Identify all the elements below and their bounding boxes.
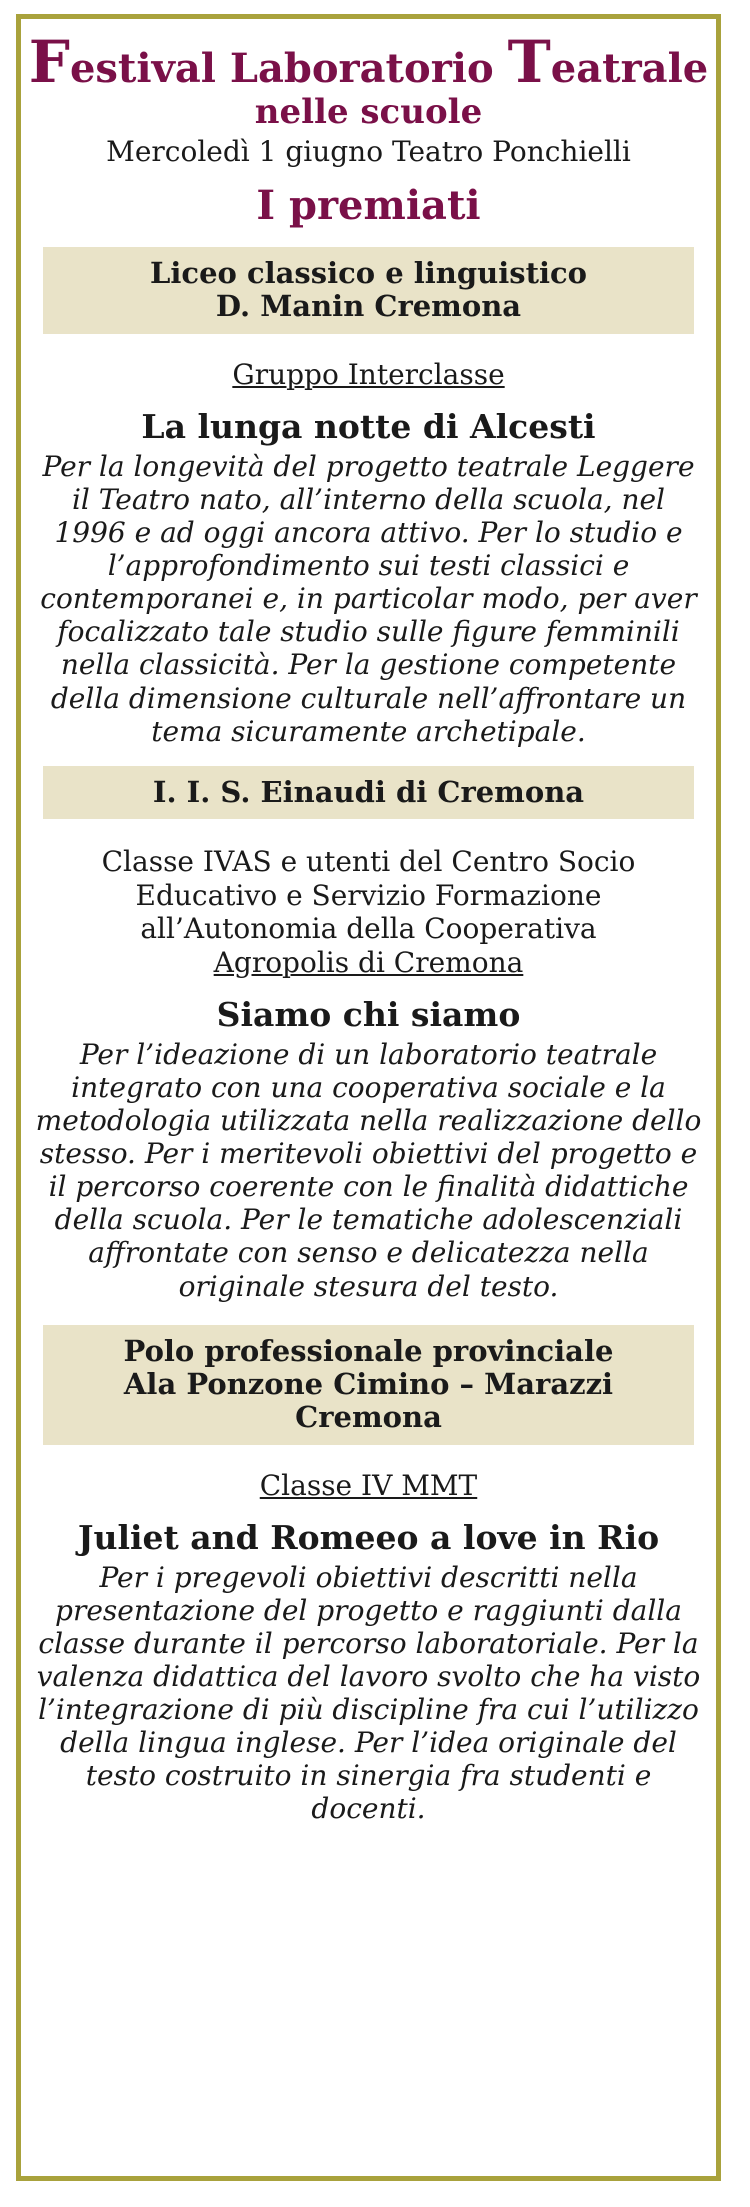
festival-title xyxy=(21,28,716,132)
group-name-3: Classe IV MMT xyxy=(259,1468,478,1502)
school-name-line: I. I. S. Einaudi di Cremona xyxy=(152,774,585,809)
title-initial-t: T xyxy=(507,28,551,96)
group-line: Classe IVAS e utenti del Centro Socio xyxy=(101,844,636,878)
school-name-line: D. Manin Cremona xyxy=(215,289,522,324)
award-motivation-3: Per i pregevoli obiettivi descritti nella presentazione del progetto e raggiunti dalla classe durante il percorso laboratoriale. Per la valenza didattica del lavoro svolto che ha visto l’integrazione di più discipline fra cui l’utilizzo della lingua inglese. Per l’idea originale del testo costruito in sinergia fra studenti e docenti. xyxy=(36,1561,701,1826)
school-name-line: Liceo classico e linguistico xyxy=(150,256,587,290)
school-name-line: Polo professionale provinciale xyxy=(123,1333,614,1368)
school-name-line: Ala Ponzone Cimino – Marazzi xyxy=(123,1366,614,1401)
title-part-2: eatrale xyxy=(550,45,709,92)
group-name-2 xyxy=(21,845,716,979)
title-part-1: estival Laboratorio xyxy=(69,45,508,92)
group-line: all’Autonomia della Cooperativa xyxy=(140,912,597,946)
group-name-1: Gruppo Interclasse xyxy=(232,357,505,391)
article-frame xyxy=(16,14,721,2181)
award-motivation-2: Per l’ideazione di un laboratorio teatrale integrato con una cooperativa sociale e la metodologia utilizzata nella realizzazione dello stesso. Per i meritevoli obiettivi del progetto e il percorso coerente con le finalità didattiche della scuola. Per le tematiche adolescenziali affrontate con senso e delicatezza nella originale stesura del testo. xyxy=(35,1038,702,1303)
school-name-line: Cremona xyxy=(295,1400,442,1435)
group-line: Agropolis di Cremona xyxy=(213,945,524,979)
school-banner-2 xyxy=(43,766,694,819)
show-title-2: Siamo chi siamo xyxy=(216,995,521,1035)
school-banner-3 xyxy=(43,1325,694,1445)
title-line-2: nelle scuole xyxy=(254,92,483,132)
show-title-1: La lunga notte di Alcesti xyxy=(141,407,596,447)
show-title-3: Juliet and Romeeo a love in Rio xyxy=(77,1518,660,1558)
event-date-venue: Mercoledì 1 giugno Teatro Ponchielli xyxy=(106,135,631,168)
award-motivation-1: Per la longevità del progetto teatrale Leggere il Teatro nato, all’interno della scuola, nel 1996 e ad oggi ancora attivo. Per lo studio e l’approfondimento sui testi classici e contemporanei e, in particolar modo, per aver focalizzato tale studio sulle figure femminili nella classicità. Per la gestione competente della dimensione culturale nell’affrontare un tema sicuramente archetipale. xyxy=(40,450,697,748)
title-initial-f: F xyxy=(28,28,70,96)
group-line: Educativo e Servizio Formazione xyxy=(135,878,602,912)
school-banner-1 xyxy=(43,247,694,334)
section-heading: I premiati xyxy=(256,182,481,229)
